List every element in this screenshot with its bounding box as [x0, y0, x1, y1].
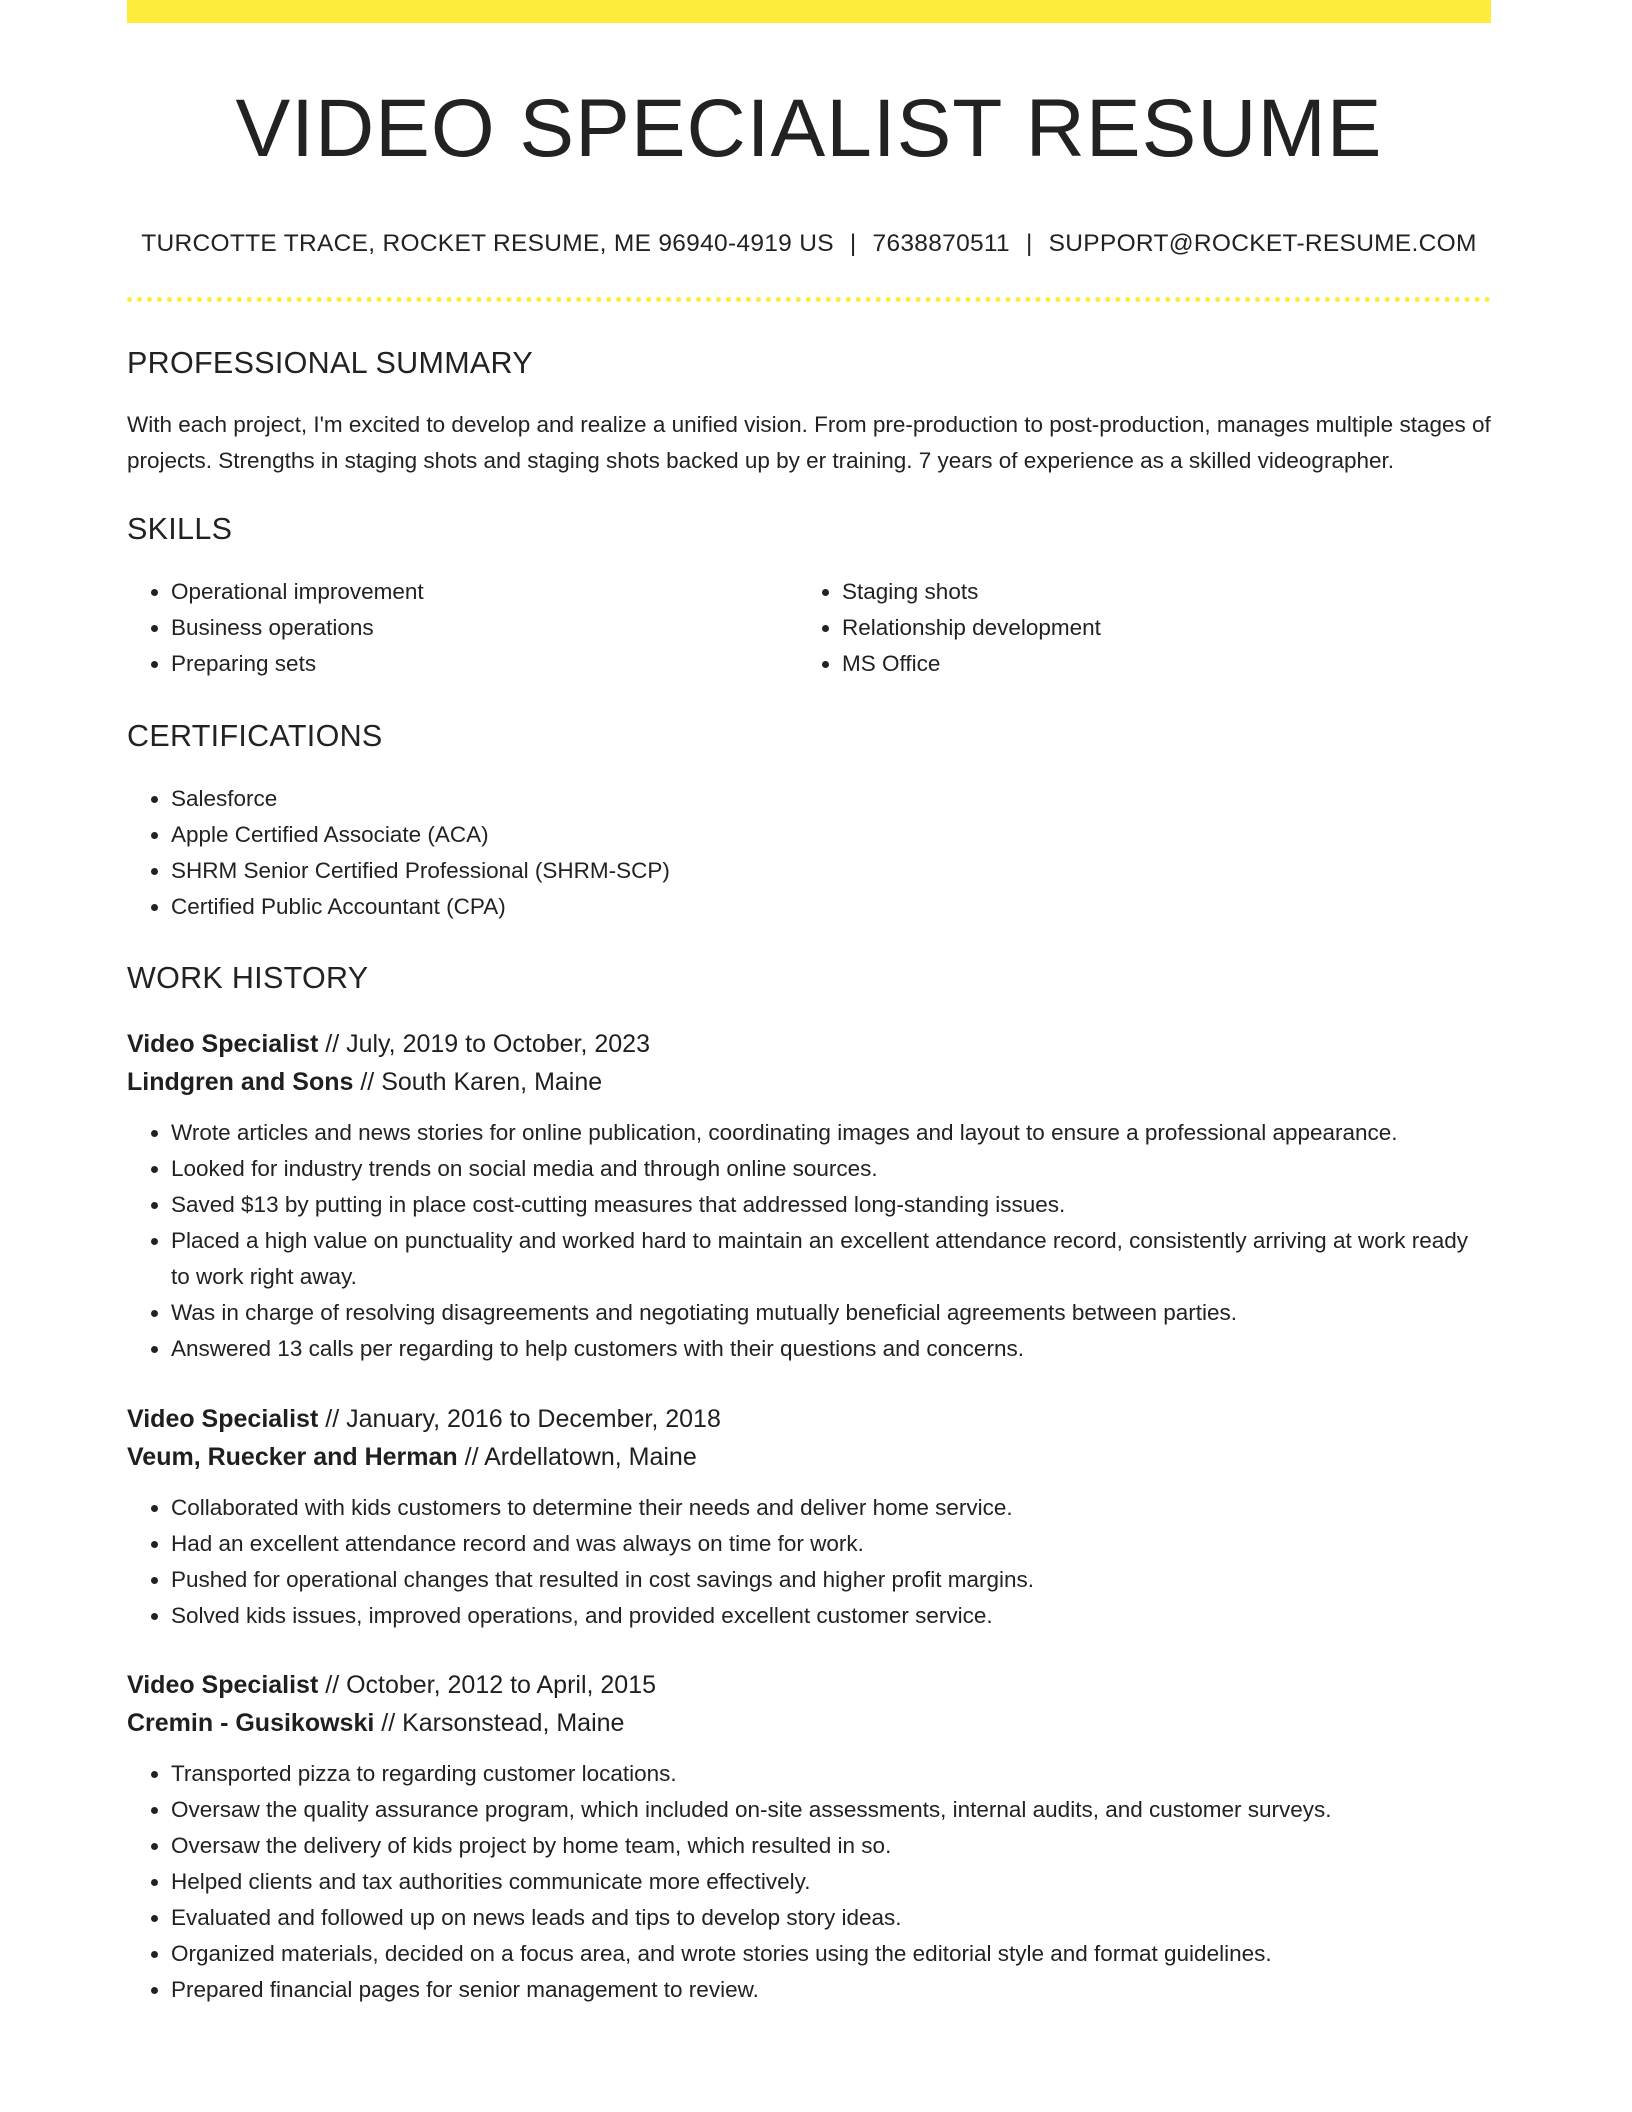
job-title: Video Specialist	[127, 1030, 319, 1059]
summary-heading: PROFESSIONAL SUMMARY	[127, 346, 533, 381]
job-location: // South Karen, Maine	[353, 1068, 603, 1097]
list-item: • Staging shots	[842, 574, 1471, 610]
job-entry	[127, 1666, 1491, 2008]
list-item: • Organized materials, decided on a focus area, and wrote stories using the editorial style and format guidelines.	[171, 1936, 1491, 1972]
list-item: • Was in charge of resolving disagreements and negotiating mutually beneficial agreements between parties.	[171, 1295, 1491, 1331]
contact-email: SUPPORT@ROCKET-RESUME.COM	[1048, 230, 1477, 258]
skills-left-list	[127, 574, 800, 682]
job-company: Lindgren and Sons	[127, 1068, 354, 1097]
list-item: • Business operations	[171, 610, 800, 646]
list-item: • Oversaw the delivery of kids project by home team, which resulted in so.	[171, 1828, 1491, 1864]
list-item: • Solved kids issues, improved operations, and provided excellent customer service.	[171, 1598, 1491, 1634]
contact-separator: |	[1025, 230, 1033, 258]
list-item: • Preparing sets	[171, 646, 800, 682]
list-item: • Answered 13 calls per regarding to help customers with their questions and concerns.	[171, 1331, 1491, 1367]
top-accent-bar	[127, 0, 1491, 23]
list-item: • SHRM Senior Certified Professional (SHRM-SCP)	[171, 853, 1491, 889]
job-title-line	[127, 1400, 1491, 1438]
job-company-line	[127, 1704, 1491, 1742]
dotted-divider	[127, 297, 1491, 302]
job-location: // Ardellatown, Maine	[457, 1443, 697, 1472]
contact-line	[127, 230, 1491, 258]
skills-right-list	[800, 574, 1471, 682]
summary-text: With each project, I'm excited to develop and realize a unified vision. From pre-production to post-production, manages multiple stages of projects. Strengths in staging shots and staging shots backed up by er training. 7 years of experience as a skilled videographer.	[127, 412, 1491, 474]
job-dates: // July, 2019 to October, 2023	[318, 1030, 650, 1059]
list-item: • Helped clients and tax authorities communicate more effectively.	[171, 1864, 1491, 1900]
job-entry	[127, 1400, 1491, 1634]
contact-address: TURCOTTE TRACE, ROCKET RESUME, ME 96940-4919 US	[141, 230, 834, 258]
list-item: • Collaborated with kids customers to determine their needs and deliver home service.	[171, 1490, 1491, 1526]
certifications-list	[127, 781, 1491, 925]
job-entry	[127, 1025, 1491, 1367]
job-company-line	[127, 1438, 1491, 1476]
list-item: • MS Office	[842, 646, 1471, 682]
list-item: • Prepared financial pages for senior management to review.	[171, 1972, 1491, 2008]
skills-heading: SKILLS	[127, 512, 233, 547]
list-item: • Evaluated and followed up on news leads and tips to develop story ideas.	[171, 1900, 1491, 1936]
contact-separator: |	[849, 230, 857, 258]
resume-page	[127, 0, 1491, 2008]
job-title-line	[127, 1025, 1491, 1063]
job-company: Cremin - Gusikowski	[127, 1709, 375, 1738]
certifications-heading: CERTIFICATIONS	[127, 719, 383, 754]
list-item: • Pushed for operational changes that resulted in cost savings and higher profit margins.	[171, 1562, 1491, 1598]
page-title: VIDEO SPECIALIST RESUME	[235, 83, 1383, 174]
job-company: Veum, Ruecker and Herman	[127, 1443, 458, 1472]
list-item: • Operational improvement	[171, 574, 800, 610]
job-company-line	[127, 1063, 1491, 1101]
job-bullets	[127, 1490, 1491, 1634]
list-item: • Certified Public Accountant (CPA)	[171, 889, 1491, 925]
list-item: • Relationship development	[842, 610, 1471, 646]
job-title-line	[127, 1666, 1491, 1704]
job-location: // Karsonstead, Maine	[374, 1709, 625, 1738]
job-dates: // January, 2016 to December, 2018	[318, 1405, 721, 1434]
list-item: • Placed a high value on punctuality and worked hard to maintain an excellent attendance record, consistently arriving at work ready to work right away.	[171, 1223, 1491, 1295]
job-title: Video Specialist	[127, 1671, 319, 1700]
skills-columns	[127, 574, 1491, 682]
contact-phone: 7638870511	[872, 230, 1010, 258]
job-dates: // October, 2012 to April, 2015	[318, 1671, 657, 1700]
list-item: • Had an excellent attendance record and was always on time for work.	[171, 1526, 1491, 1562]
list-item: • Wrote articles and news stories for online publication, coordinating images and layout to ensure a professional appearance.	[171, 1115, 1491, 1151]
list-item: • Oversaw the quality assurance program, which included on-site assessments, internal audits, and customer surveys.	[171, 1792, 1491, 1828]
list-item: • Saved $13 by putting in place cost-cutting measures that addressed long-standing issues.	[171, 1187, 1491, 1223]
list-item: • Looked for industry trends on social media and through online sources.	[171, 1151, 1491, 1187]
list-item: • Apple Certified Associate (ACA)	[171, 817, 1491, 853]
job-bullets	[127, 1115, 1491, 1367]
list-item: • Salesforce	[171, 781, 1491, 817]
job-title: Video Specialist	[127, 1405, 319, 1434]
work-history-heading: WORK HISTORY	[127, 961, 369, 996]
job-bullets	[127, 1756, 1491, 2008]
list-item: • Transported pizza to regarding customer locations.	[171, 1756, 1491, 1792]
